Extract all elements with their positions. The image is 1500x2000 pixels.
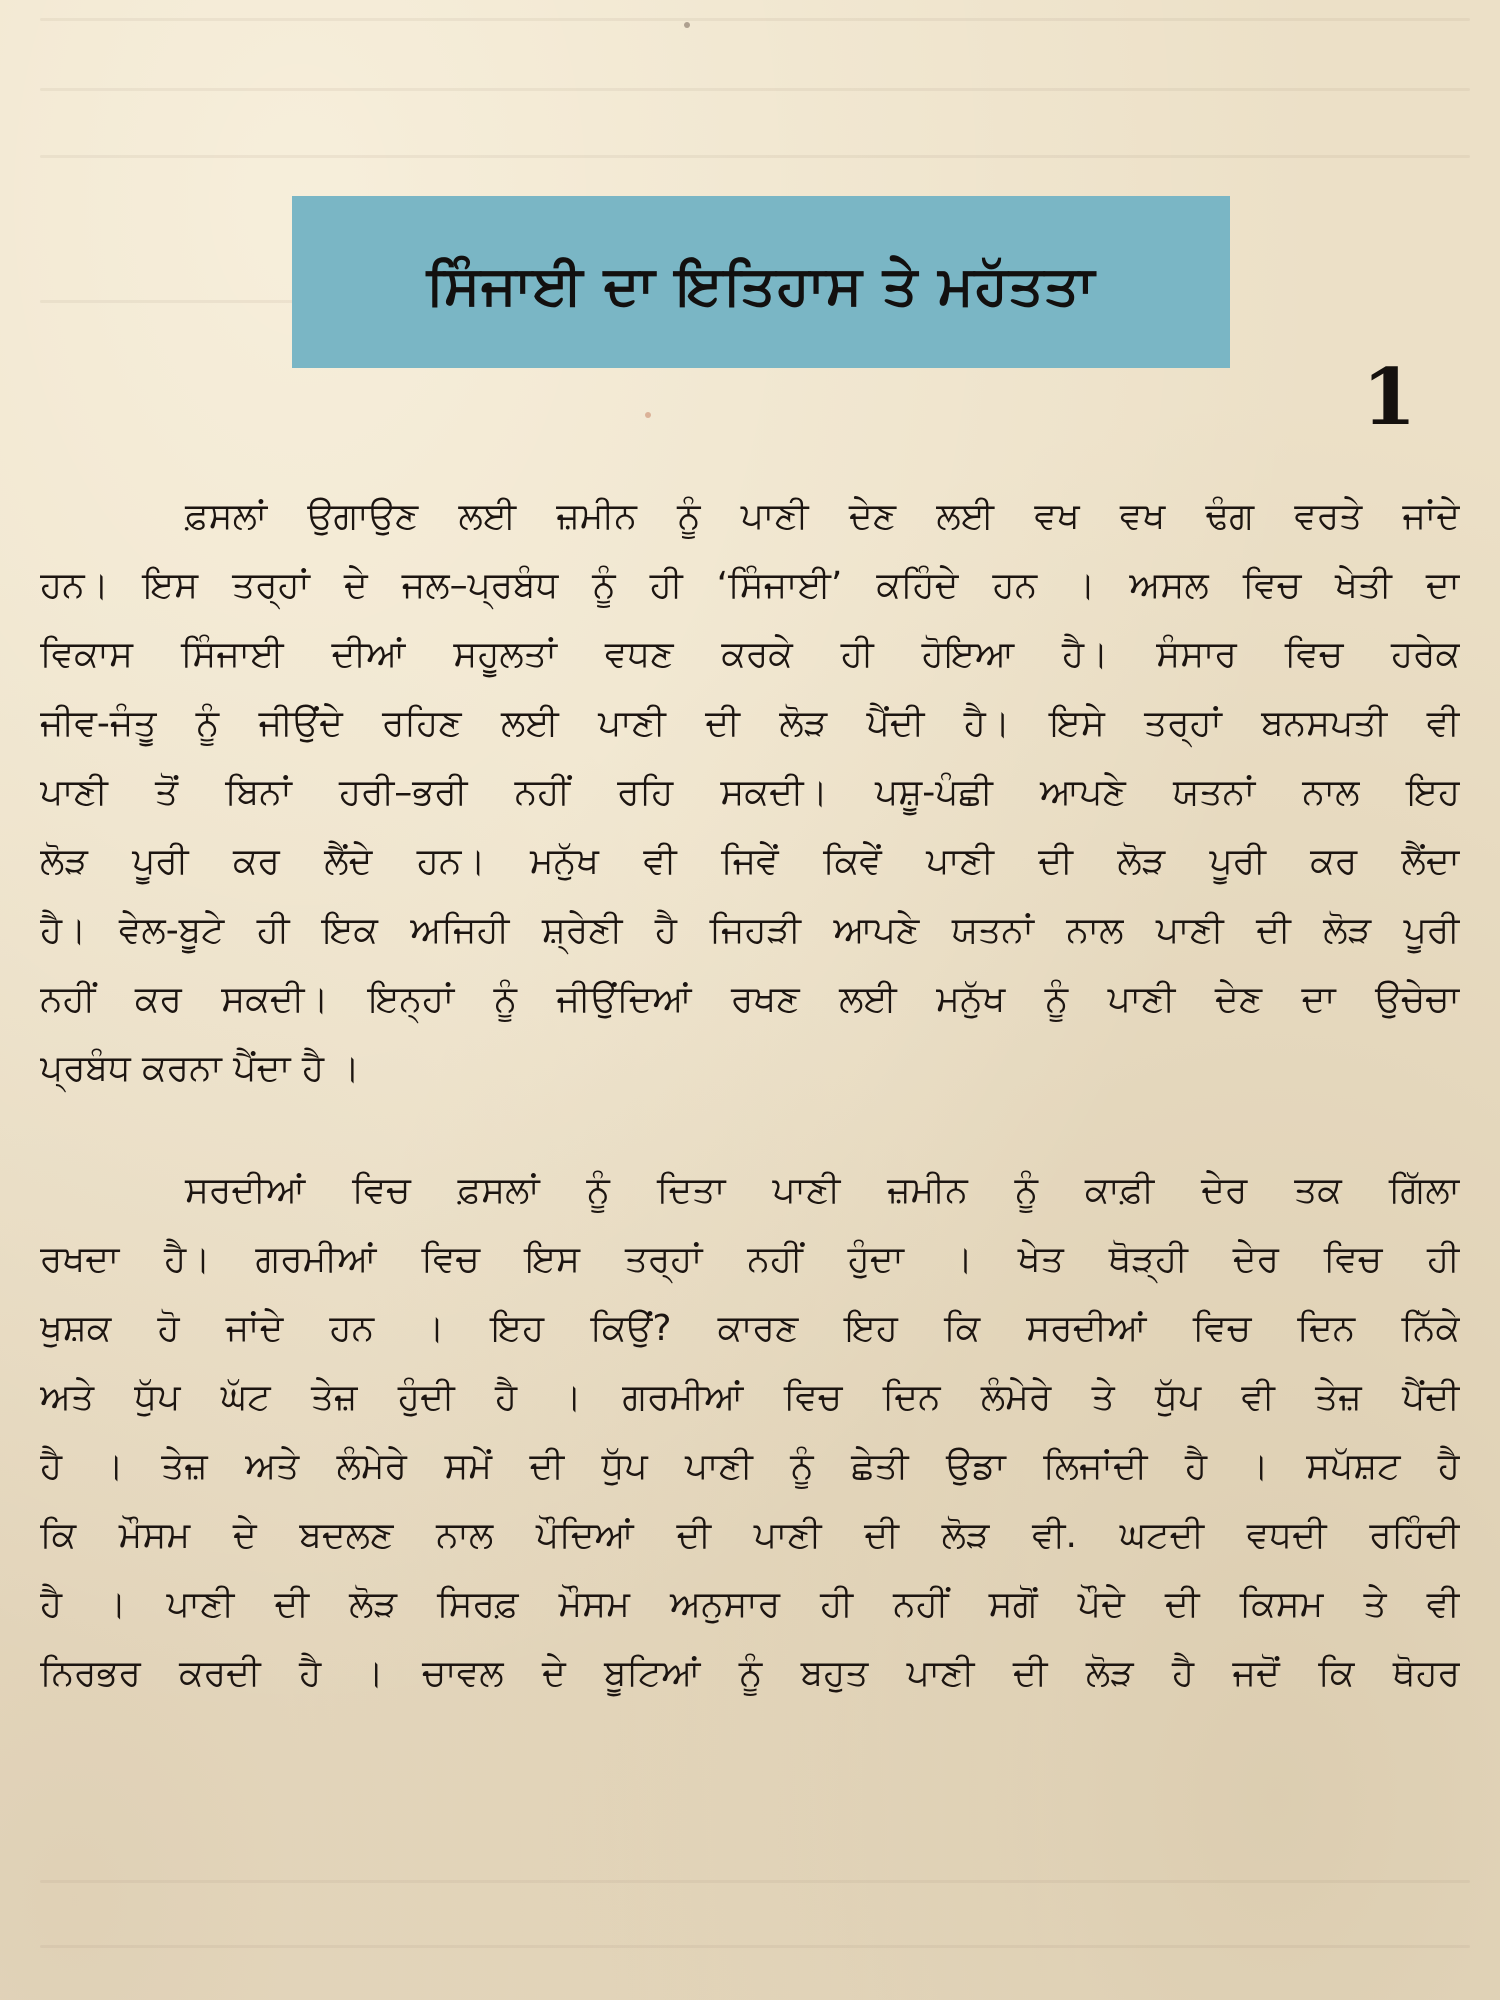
chapter-title: ਸਿੰਜਾਈ ਦਾ ਇਤਿਹਾਸ ਤੇ ਮਹੱਤਤਾ xyxy=(426,254,1096,317)
paragraph xyxy=(40,1156,1460,1708)
text-line: ਖੁਸ਼ਕ ਹੋ ਜਾਂਦੇ ਹਨ । ਇਹ ਕਿਉਂ? ਕਾਰਣ ਇਹ ਕਿ ਸਰਦੀਆਂ ਵਿਚ ਦਿਨ ਨਿੱਕੇ xyxy=(40,1308,1460,1349)
text-line: ਵਿਕਾਸ ਸਿੰਜਾਈ ਦੀਆਂ ਸਹੂਲਤਾਂ ਵਧਣ ਕਰਕੇ ਹੀ ਹੋਇਆ ਹੈ। ਸੰਸਾਰ ਵਿਚ ਹਰੇਕ xyxy=(40,634,1460,675)
text-line: ਨਹੀਂ ਕਰ ਸਕਦੀ। ਇਨ੍ਹਾਂ ਨੂੰ ਜੀਉਂਦਿਆਂ ਰਖਣ ਲਈ ਮਨੁੱਖ ਨੂੰ ਪਾਣੀ ਦੇਣ ਦਾ ਉਚੇਚਾ xyxy=(40,979,1460,1020)
text-line: ਲੋੜ ਪੂਰੀ ਕਰ ਲੈਂਦੇ ਹਨ। ਮਨੁੱਖ ਵੀ ਜਿਵੇਂ ਕਿਵੇਂ ਪਾਣੀ ਦੀ ਲੋੜ ਪੂਰੀ ਕਰ ਲੈਂਦਾ xyxy=(40,841,1460,882)
text-line: ਸਰਦੀਆਂ ਵਿਚ ਫ਼ਸਲਾਂ ਨੂੰ ਦਿਤਾ ਪਾਣੀ ਜ਼ਮੀਨ ਨੂੰ ਕਾਫ਼ੀ ਦੇਰ ਤਕ ਗਿੱਲਾ xyxy=(185,1170,1460,1211)
text-line: ਹਨ। ਇਸ ਤਰ੍ਹਾਂ ਦੇ ਜਲ–ਪ੍ਰਬੰਧ ਨੂੰ ਹੀ ‘ਸਿੰਜਾਈ’ ਕਹਿੰਦੇ ਹਨ । ਅਸਲ ਵਿਚ ਖੇਤੀ ਦਾ xyxy=(40,565,1460,606)
text-line: ਪ੍ਰਬੰਧ ਕਰਨਾ ਪੈਂਦਾ ਹੈ । xyxy=(40,1048,360,1089)
text-line: ਕਿ ਮੌਸਮ ਦੇ ਬਦਲਣ ਨਾਲ ਪੌਦਿਆਂ ਦੀ ਪਾਣੀ ਦੀ ਲੋੜ ਵੀ. ਘਟਦੀ ਵਧਦੀ ਰਹਿੰਦੀ xyxy=(40,1515,1460,1556)
chapter-number: 1 xyxy=(1362,352,1417,443)
text-line: ਫ਼ਸਲਾਂ ਉਗਾਉਣ ਲਈ ਜ਼ਮੀਨ ਨੂੰ ਪਾਣੀ ਦੇਣ ਲਈ ਵਖ ਵਖ ਢੰਗ ਵਰਤੇ ਜਾਂਦੇ xyxy=(185,496,1460,537)
paper-speck xyxy=(645,412,651,418)
bleed-through-line xyxy=(40,88,1470,91)
text-line: ਹੈ । ਪਾਣੀ ਦੀ ਲੋੜ ਸਿਰਫ਼ ਮੌਸਮ ਅਨੁਸਾਰ ਹੀ ਨਹੀਂ ਸਗੋਂ ਪੌਦੇ ਦੀ ਕਿਸਮ ਤੇ ਵੀ xyxy=(40,1584,1460,1625)
text-line: ਨਿਰਭਰ ਕਰਦੀ ਹੈ । ਚਾਵਲ ਦੇ ਬੂਟਿਆਂ ਨੂੰ ਬਹੁਤ ਪਾਣੀ ਦੀ ਲੋੜ ਹੈ ਜਦੋਂ ਕਿ ਥੋਹਰ xyxy=(40,1653,1460,1694)
bleed-through-line xyxy=(40,1945,1470,1948)
text-line: ਜੀਵ-ਜੰਤੂ ਨੂੰ ਜੀਉਂਦੇ ਰਹਿਣ ਲਈ ਪਾਣੀ ਦੀ ਲੋੜ ਪੈਂਦੀ ਹੈ। ਇਸੇ ਤਰ੍ਹਾਂ ਬਨਸਪਤੀ ਵੀ xyxy=(40,703,1460,744)
text-line: ਰਖਦਾ ਹੈ। ਗਰਮੀਆਂ ਵਿਚ ਇਸ ਤਰ੍ਹਾਂ ਨਹੀਂ ਹੁੰਦਾ । ਖੇਤ ਥੋੜ੍ਹੀ ਦੇਰ ਵਿਚ ਹੀ xyxy=(40,1239,1460,1280)
text-line: ਪਾਣੀ ਤੋਂ ਬਿਨਾਂ ਹਰੀ–ਭਰੀ ਨਹੀਂ ਰਹਿ ਸਕਦੀ। ਪਸ਼ੂ-ਪੰਛੀ ਆਪਣੇ ਯਤਨਾਂ ਨਾਲ ਇਹ xyxy=(40,772,1460,813)
chapter-title-band xyxy=(292,196,1230,368)
bleed-through-line xyxy=(40,155,1470,158)
bleed-through-line xyxy=(40,18,1470,21)
paper-speck xyxy=(684,22,690,28)
paragraph xyxy=(40,482,1460,1103)
text-line: ਹੈ । ਤੇਜ਼ ਅਤੇ ਲੰਮੇਰੇ ਸਮੇਂ ਦੀ ਧੁੱਪ ਪਾਣੀ ਨੂੰ ਛੇਤੀ ਉਡਾ ਲਿਜਾਂਦੀ ਹੈ । ਸਪੱਸ਼ਟ ਹੈ xyxy=(40,1446,1460,1487)
text-line: ਹੈ। ਵੇਲ-ਬੂਟੇ ਹੀ ਇਕ ਅਜਿਹੀ ਸ਼੍ਰੇਣੀ ਹੈ ਜਿਹੜੀ ਆਪਣੇ ਯਤਨਾਂ ਨਾਲ ਪਾਣੀ ਦੀ ਲੋੜ ਪੂਰੀ xyxy=(40,910,1460,951)
bleed-through-line xyxy=(40,1880,1470,1883)
text-line: ਅਤੇ ਧੁੱਪ ਘੱਟ ਤੇਜ਼ ਹੁੰਦੀ ਹੈ । ਗਰਮੀਆਂ ਵਿਚ ਦਿਨ ਲੰਮੇਰੇ ਤੇ ਧੁੱਪ ਵੀ ਤੇਜ਼ ਪੈਂਦੀ xyxy=(40,1377,1460,1418)
